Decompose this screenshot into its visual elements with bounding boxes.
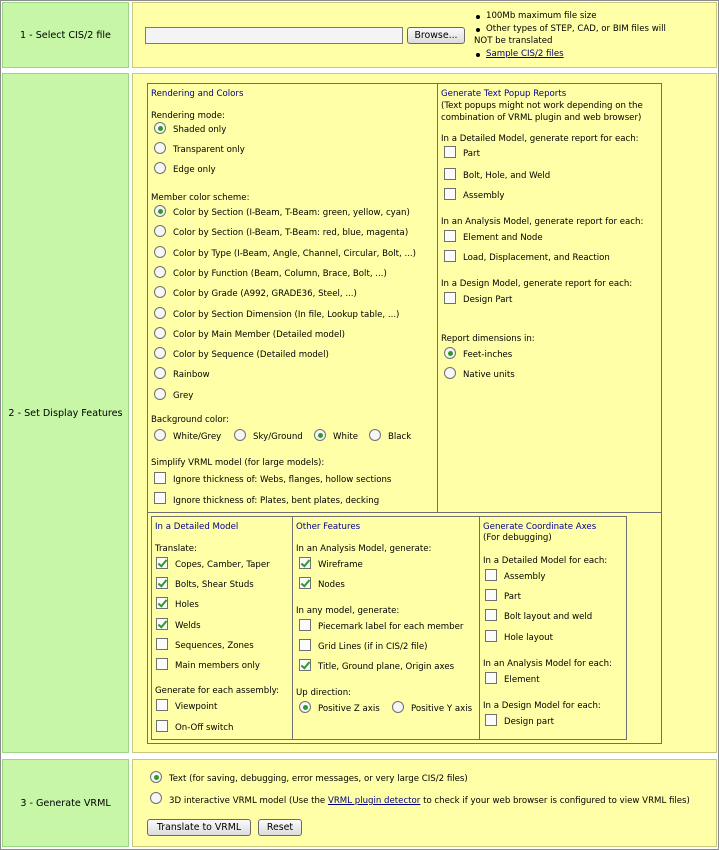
color-scheme-2-radio[interactable] xyxy=(154,246,166,258)
note-other-types-1: Other types of STEP, CAD, or BIM files will xyxy=(486,24,666,34)
note-other-types-2: NOT be translated xyxy=(474,36,553,46)
assembly-label: Generate for each assembly: xyxy=(155,686,279,696)
assembly-1-checkbox[interactable] xyxy=(156,720,168,732)
rendering-panel xyxy=(147,83,438,513)
color-scheme-2-label: Color by Type (I-Beam, Angle, Channel, Circular, Bolt, ...) xyxy=(173,248,417,259)
advanced-panel xyxy=(147,512,662,744)
file-path-input[interactable] xyxy=(145,27,403,44)
step1-label: 1 - Select CIS/2 file xyxy=(2,2,129,68)
other-any-2-checkbox[interactable] xyxy=(299,659,311,671)
color-scheme-9-label: Grey xyxy=(173,390,194,401)
popup-analysis-0-checkbox[interactable] xyxy=(444,230,456,242)
coord-subtitle: (For debugging) xyxy=(483,533,552,543)
popup-analysis-label: In an Analysis Model, generate report for each: xyxy=(441,217,644,227)
color-scheme-4-label: Color by Grade (A992, GRADE36, Steel, ...) xyxy=(173,289,357,300)
other-any-0-label: Piecemark label for each member xyxy=(318,622,464,632)
render-mode-1-label: Transparent only xyxy=(173,145,245,155)
coordinate-axes-panel xyxy=(479,516,627,740)
simplify-label: Simplify VRML model (for large models): xyxy=(151,458,325,468)
background-1-label: Sky/Ground xyxy=(253,432,303,442)
vrml-output-text-a: 3D interactive VRML model (Use the xyxy=(169,796,326,806)
assembly-0-label: Viewpoint xyxy=(175,702,218,712)
coord-detailed-label: In a Detailed Model for each: xyxy=(483,556,608,566)
popup-note-2: combination of VRML plugin and web browser) xyxy=(441,113,642,123)
step3-content xyxy=(132,759,717,847)
vrml-plugin-detector-link[interactable]: VRML plugin detector xyxy=(327,796,421,806)
step2-label: 2 - Set Display Features xyxy=(2,73,129,753)
popup-design-label: In a Design Model, generate report for each: xyxy=(441,279,633,289)
popup-detailed-1-label: Bolt, Hole, and Weld xyxy=(463,171,551,181)
coord-design-label: In a Design Model for each: xyxy=(483,701,601,711)
popup-analysis-0-label: Element and Node xyxy=(463,233,543,243)
other-any-label: In any model, generate: xyxy=(296,606,400,616)
color-scheme-8-label: Rainbow xyxy=(173,370,210,381)
up-direction-0-radio[interactable] xyxy=(299,701,311,713)
color-scheme-label: Member color scheme: xyxy=(151,193,250,203)
reset-button[interactable]: Reset xyxy=(258,819,302,836)
translate-1-label: Bolts, Shear Studs xyxy=(175,580,254,591)
translate-3-label: Welds xyxy=(175,620,201,631)
translate-0-checkbox[interactable] xyxy=(156,557,168,569)
popup-detailed-2-label: Assembly xyxy=(463,191,505,201)
popup-analysis-1-label: Load, Displacement, and Reaction xyxy=(463,253,610,263)
color-scheme-7-radio[interactable] xyxy=(154,347,166,359)
vrml-output-text-b: to check if your web browser is configured to view VRML files) xyxy=(423,796,690,806)
assembly-1-label: On-Off switch xyxy=(175,723,234,733)
color-scheme-0-label: Color by Section (I-Beam, T-Beam: green, yellow, cyan) xyxy=(173,208,410,218)
vrml-output-label xyxy=(169,796,690,806)
report-dims-label: Report dimensions in: xyxy=(441,334,535,344)
other-features-panel xyxy=(292,516,480,740)
other-any-1-checkbox[interactable] xyxy=(299,639,311,651)
coord-detailed-3-label: Hole layout xyxy=(504,633,553,643)
color-scheme-0-radio[interactable] xyxy=(154,205,166,217)
ignore-webs-checkbox[interactable] xyxy=(154,472,166,484)
bullet-icon xyxy=(476,28,480,32)
background-2-radio[interactable] xyxy=(314,429,326,441)
step2-content xyxy=(132,73,717,753)
translate-3-checkbox[interactable] xyxy=(156,618,168,630)
render-mode-0-radio[interactable] xyxy=(154,122,166,134)
background-1-radio[interactable] xyxy=(234,429,246,441)
color-scheme-9-radio[interactable] xyxy=(154,388,166,400)
coord-detailed-2-checkbox[interactable] xyxy=(485,609,497,621)
detailed-model-panel xyxy=(151,516,293,740)
popup-detailed-label: In a Detailed Model, generate report for each: xyxy=(441,134,639,144)
coord-analysis-0-checkbox[interactable] xyxy=(485,672,497,684)
popup-note-1: (Text popups might not work depending on the xyxy=(441,101,643,111)
coord-design-0-label: Design part xyxy=(504,717,555,727)
coord-detailed-3-checkbox[interactable] xyxy=(485,630,497,642)
render-mode-2-radio[interactable] xyxy=(154,162,166,174)
translate-1-checkbox[interactable] xyxy=(156,577,168,589)
bullet-icon xyxy=(476,15,480,19)
popup-detailed-2-checkbox[interactable] xyxy=(444,188,456,200)
translate-4-label: Sequences, Zones xyxy=(175,640,254,651)
coord-detailed-1-checkbox[interactable] xyxy=(485,589,497,601)
sample-files-link[interactable]: Sample CIS/2 files xyxy=(486,49,564,59)
text-output-label: Text (for saving, debugging, error messages, or very large CIS/2 files) xyxy=(169,774,468,784)
assembly-0-checkbox[interactable] xyxy=(156,699,168,711)
up-direction-label: Up direction: xyxy=(296,688,352,698)
background-0-label: White/Grey xyxy=(173,432,222,442)
background-label: Background color: xyxy=(151,415,229,425)
step3-section xyxy=(2,759,717,847)
color-scheme-5-radio[interactable] xyxy=(154,307,166,319)
up-direction-1-radio[interactable] xyxy=(392,701,404,713)
other-analysis-label: In an Analysis Model, generate: xyxy=(296,544,432,554)
color-scheme-6-label: Color by Main Member (Detailed model) xyxy=(173,329,346,340)
popup-reports-panel xyxy=(437,83,662,513)
step1-content xyxy=(132,2,717,68)
popup-design-0-checkbox[interactable] xyxy=(444,292,456,304)
other-analysis-1-label: Nodes xyxy=(318,580,345,590)
render-mode-0-label: Shaded only xyxy=(173,125,227,135)
color-scheme-5-label: Color by Section Dimension (In file, Lookup table, ...) xyxy=(173,309,400,320)
coord-analysis-label: In an Analysis Model for each: xyxy=(483,659,612,669)
coord-detailed-2-label: Bolt layout and weld xyxy=(504,612,593,622)
translate-label: Translate: xyxy=(155,544,197,554)
step3-label: 3 - Generate VRML xyxy=(2,759,129,847)
other-analysis-1-checkbox[interactable] xyxy=(299,577,311,589)
coord-analysis-0-label: Element xyxy=(504,675,540,685)
background-0-radio[interactable] xyxy=(154,429,166,441)
note-max-size: 100Mb maximum file size xyxy=(486,11,597,21)
background-3-radio[interactable] xyxy=(369,429,381,441)
translate-2-label: Holes xyxy=(175,600,199,611)
other-any-1-label: Grid Lines (if in CIS/2 file) xyxy=(318,642,428,652)
ignore-webs-label: Ignore thickness of: Webs, flanges, hollow sections xyxy=(173,475,392,485)
coord-detailed-0-label: Assembly xyxy=(504,572,546,582)
color-scheme-1-label: Color by Section (I-Beam, T-Beam: red, blue, magenta) xyxy=(173,228,409,239)
bullet-icon xyxy=(476,53,480,57)
translate-0-label: Copes, Camber, Taper xyxy=(175,560,270,570)
coord-title: Generate Coordinate Axes xyxy=(483,522,597,532)
color-scheme-3-label: Color by Function (Beam, Column, Brace, Bolt, ...) xyxy=(173,268,387,279)
popup-design-0-label: Design Part xyxy=(463,295,513,305)
ignore-plates-label: Ignore thickness of: Plates, bent plates, decking xyxy=(173,496,380,506)
coord-detailed-0-checkbox[interactable] xyxy=(485,569,497,581)
detailed-title: In a Detailed Model xyxy=(155,522,239,532)
ignore-plates-checkbox[interactable] xyxy=(154,492,166,504)
report-dim-0-radio[interactable] xyxy=(444,347,456,359)
report-dim-0-label: Feet-inches xyxy=(463,350,513,360)
background-3-label: Black xyxy=(388,432,412,442)
text-output-radio[interactable] xyxy=(150,771,162,783)
background-2-label: White xyxy=(333,432,358,442)
other-any-2-label: Title, Ground plane, Origin axes xyxy=(318,662,455,672)
color-scheme-3-radio[interactable] xyxy=(154,266,166,278)
color-scheme-6-radio[interactable] xyxy=(154,327,166,339)
popup-analysis-1-checkbox[interactable] xyxy=(444,250,456,262)
other-title: Other Features xyxy=(296,522,361,532)
coord-detailed-1-label: Part xyxy=(504,592,521,602)
rendering-mode-label: Rendering mode: xyxy=(151,111,225,121)
up-direction-1-label: Positive Y axis xyxy=(411,704,473,714)
translate-4-checkbox[interactable] xyxy=(156,638,168,650)
popup-title: Generate Text Popup Reports xyxy=(441,89,567,99)
color-scheme-7-label: Color by Sequence (Detailed model) xyxy=(173,350,329,361)
render-mode-2-label: Edge only xyxy=(173,165,216,175)
other-analysis-0-label: Wireframe xyxy=(318,560,363,570)
rendering-title: Rendering and Colors xyxy=(151,89,244,99)
color-scheme-4-radio[interactable] xyxy=(154,286,166,298)
report-dim-1-label: Native units xyxy=(463,370,515,380)
other-any-0-checkbox[interactable] xyxy=(299,619,311,631)
step1-section xyxy=(2,2,717,68)
popup-detailed-0-checkbox[interactable] xyxy=(444,146,456,158)
translate-button[interactable]: Translate to VRML xyxy=(147,819,251,836)
translate-2-checkbox[interactable] xyxy=(156,597,168,609)
vrml-output-radio[interactable] xyxy=(150,792,162,804)
color-scheme-8-radio[interactable] xyxy=(154,367,166,379)
translate-5-label: Main members only xyxy=(175,661,260,671)
report-dim-1-radio[interactable] xyxy=(444,367,456,379)
coord-design-0-checkbox[interactable] xyxy=(485,714,497,726)
render-mode-1-radio[interactable] xyxy=(154,142,166,154)
browse-button[interactable]: Browse... xyxy=(407,27,465,44)
translate-5-checkbox[interactable] xyxy=(156,658,168,670)
color-scheme-1-radio[interactable] xyxy=(154,225,166,237)
popup-detailed-1-checkbox[interactable] xyxy=(444,168,456,180)
other-analysis-0-checkbox[interactable] xyxy=(299,557,311,569)
up-direction-0-label: Positive Z axis xyxy=(318,704,380,714)
step2-section xyxy=(2,73,717,753)
popup-detailed-0-label: Part xyxy=(463,149,480,159)
